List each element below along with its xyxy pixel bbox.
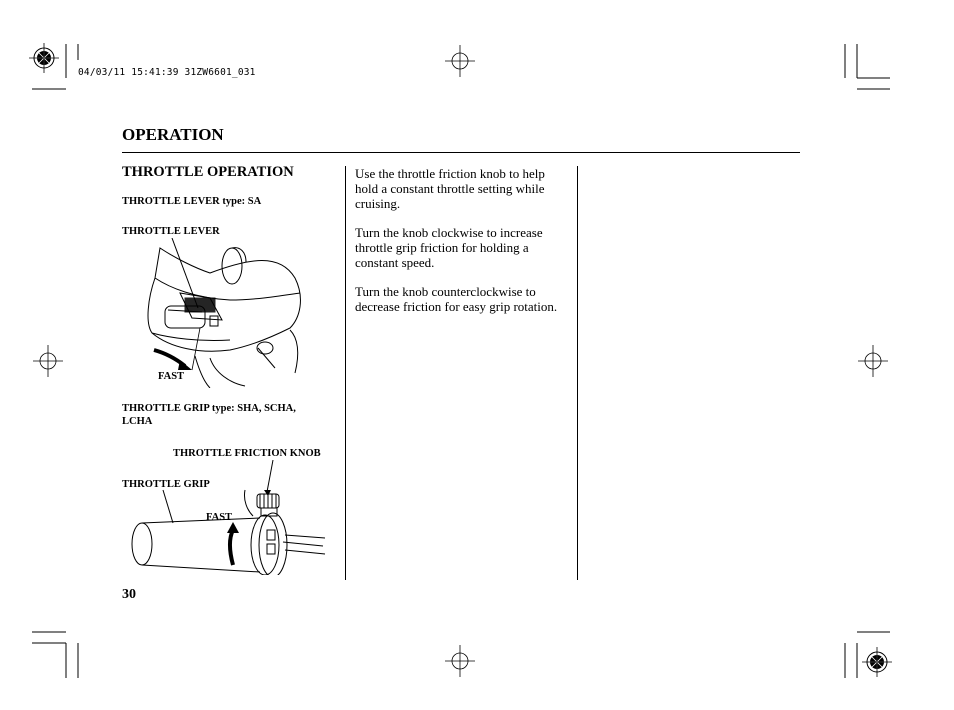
- throttle-grip-label: THROTTLE GRIP: [122, 479, 210, 490]
- column-divider-left: [345, 166, 346, 580]
- figure2-type-caption: THROTTLE GRIP type: SHA, SCHA, LCHA: [122, 403, 296, 427]
- registration-target-icon: [33, 345, 63, 377]
- paragraph-3: Turn the knob counterclockwise to decrease friction for easy grip rotation.: [355, 284, 558, 314]
- registration-star-icon: [29, 43, 59, 73]
- fast-label-lever: FAST: [158, 371, 185, 382]
- throttle-grip-illustration: [125, 460, 330, 575]
- crop-mark-bottom-left: [32, 632, 78, 678]
- throttle-friction-knob-label: THROTTLE FRICTION KNOB: [173, 448, 321, 459]
- paragraph-2: Turn the knob clockwise to increase throttle grip friction for holding a constant speed.: [355, 225, 543, 270]
- column-divider-right: [577, 166, 578, 580]
- header-rule: [122, 152, 800, 153]
- throttle-lever-label: THROTTLE LEVER: [122, 226, 220, 237]
- subsection-title: THROTTLE OPERATION: [122, 164, 294, 180]
- page-number: 30: [122, 587, 136, 602]
- crop-mark-bottom-right: [845, 632, 890, 678]
- crop-mark-top-right: [845, 44, 890, 89]
- throttle-lever-illustration: [140, 238, 315, 388]
- registration-target-icon: [445, 645, 475, 677]
- paragraph-1: Use the throttle friction knob to help hold a constant throttle setting while cruising.: [355, 166, 545, 211]
- registration-target-icon: [445, 45, 475, 77]
- registration-target-icon: [858, 345, 888, 377]
- fast-label-grip: FAST: [206, 512, 233, 523]
- figure1-type-caption: THROTTLE LEVER type: SA: [122, 196, 262, 207]
- registration-star-icon: [862, 647, 892, 677]
- print-timestamp: 04/03/11 15:41:39 31ZW6601_031: [78, 67, 256, 78]
- section-title: OPERATION: [122, 125, 224, 144]
